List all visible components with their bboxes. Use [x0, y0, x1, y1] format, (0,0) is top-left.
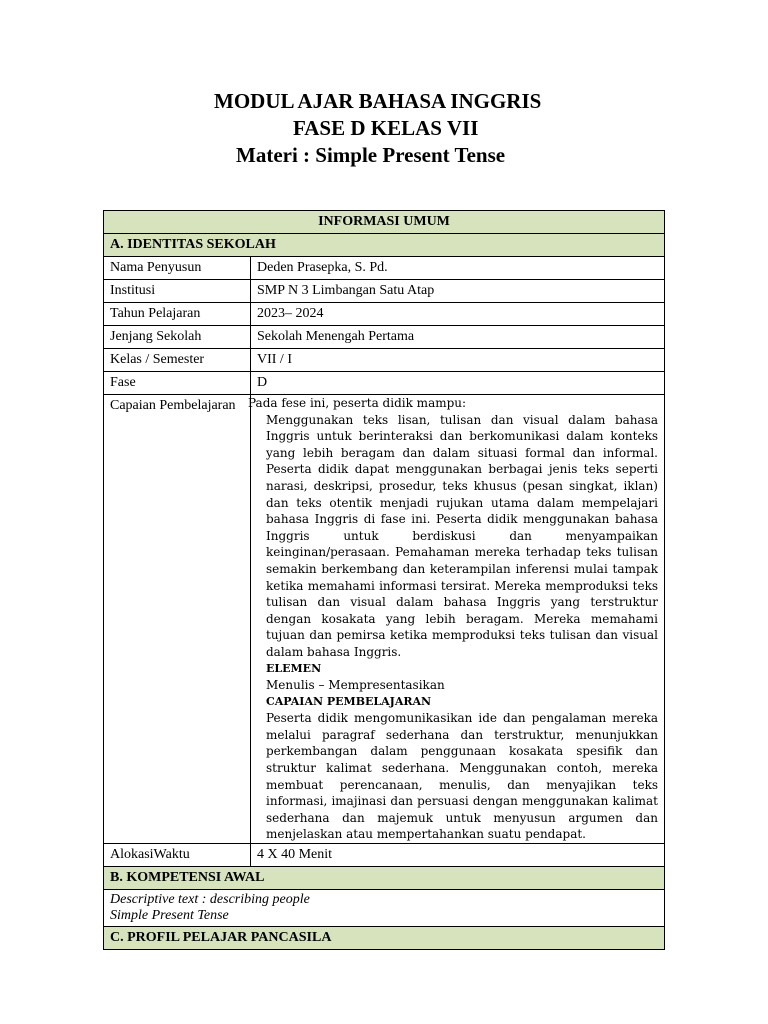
row-value: Deden Prasepka, S. Pd.: [251, 257, 665, 280]
kompetensi-line-2: Simple Present Tense: [110, 908, 229, 924]
elemen-heading: ELEMEN: [266, 661, 322, 675]
capaian-content: [248, 395, 665, 844]
alokasi-value: 4 X 40 Menit: [251, 844, 665, 867]
row-label: Kelas / Semester: [104, 349, 251, 372]
row-value: D: [251, 372, 665, 395]
table-row: [104, 257, 665, 280]
kompetensi-line-1: Descriptive text : describing people: [110, 892, 310, 908]
table-header: INFORMASI UMUM: [104, 211, 665, 234]
table-row: [104, 844, 665, 867]
capaian-row: [104, 395, 665, 844]
capaian-subheading: CAPAIAN PEMBELAJARAN: [266, 694, 432, 708]
row-label: Institusi: [104, 280, 251, 303]
elemen-value: Menulis – Mempresentasikan: [266, 678, 445, 693]
row-value: SMP N 3 Limbangan Satu Atap: [251, 280, 665, 303]
row-label: Nama Penyusun: [104, 257, 251, 280]
title-line-1: MODUL AJAR BAHASA INGGRIS: [214, 89, 542, 113]
section-a-heading: A. IDENTITAS SEKOLAH: [104, 234, 665, 257]
section-c-heading: C. PROFIL PELAJAR PANCASILA: [104, 927, 665, 950]
table-row: [104, 280, 665, 303]
informasi-umum-table: [103, 210, 665, 950]
kompetensi-row: [104, 890, 665, 927]
table-row: [104, 326, 665, 349]
row-label: Jenjang Sekolah: [104, 326, 251, 349]
alokasi-label: AlokasiWaktu: [104, 844, 251, 867]
title-line-3: Materi : Simple Present Tense: [236, 143, 506, 167]
table-row: [104, 372, 665, 395]
kompetensi-content: [104, 890, 665, 927]
capaian-intro: Pada fese ini, peserta didik mampu:: [248, 396, 467, 410]
capaian-paragraph-1: Menggunakan teks lisan, tulisan dan visual dalam bahasa Inggris untuk berinteraksi dan berkomunikasi dalam konteks yang lebih beragam dan dalam situasi formal dan informal. Peserta didik dapat menggunakan berbagai jenis teks seperti narasi, deskripsi, prosedur, teks khusus (pesan singkat, iklan) dan teks otentik menjadi rujukan utama dalam mempelajari bahasa Inggris di fase ini. Peserta didik menggunakan bahasa Inggris untuk berdiskusi dan menyampaikan keinginan/perasaan. Pemahaman mereka terhadap teks tulisan semakin berkembang dan keterampilan inferensi mulai tampak ketika memahami informasi tersirat. Mereka memproduksi teks tulisan dan visual dalam bahasa Inggris yang terstruktur dengan kosakata yang lebih beragam. Mereka memahami tujuan dan pemirsa ketika memproduksi teks tulisan dan visual dalam bahasa Inggris.: [266, 412, 658, 659]
row-label: Tahun Pelajaran: [104, 303, 251, 326]
row-label: Fase: [104, 372, 251, 395]
title-line-2: FASE D KELAS VII: [293, 116, 479, 140]
section-b-heading: B. KOMPETENSI AWAL: [104, 867, 665, 890]
row-value: 2023– 2024: [251, 303, 665, 326]
capaian-paragraph-2: Peserta didik mengomunikasikan ide dan pengalaman mereka melalui paragraf sederhana dan terstruktur, menunjukkan perkembangan dalam penggunaan kosakata spesifik dan struktur kalimat sederhana. Menggunakan contoh, mereka membuat perencanaan, menulis, dan menyajikan teks informasi, imajinasi dan persuasi dengan menggunakan kalimat sederhana dan majemuk untuk menyusun argumen dan menjelaskan atau mempertahankan suatu pendapat.: [266, 711, 658, 842]
row-value: Sekolah Menengah Pertama: [251, 326, 665, 349]
table-row: [104, 349, 665, 372]
row-value: VII / I: [251, 349, 665, 372]
capaian-label: Capaian Pembelajaran: [104, 395, 251, 844]
table-row: [104, 303, 665, 326]
